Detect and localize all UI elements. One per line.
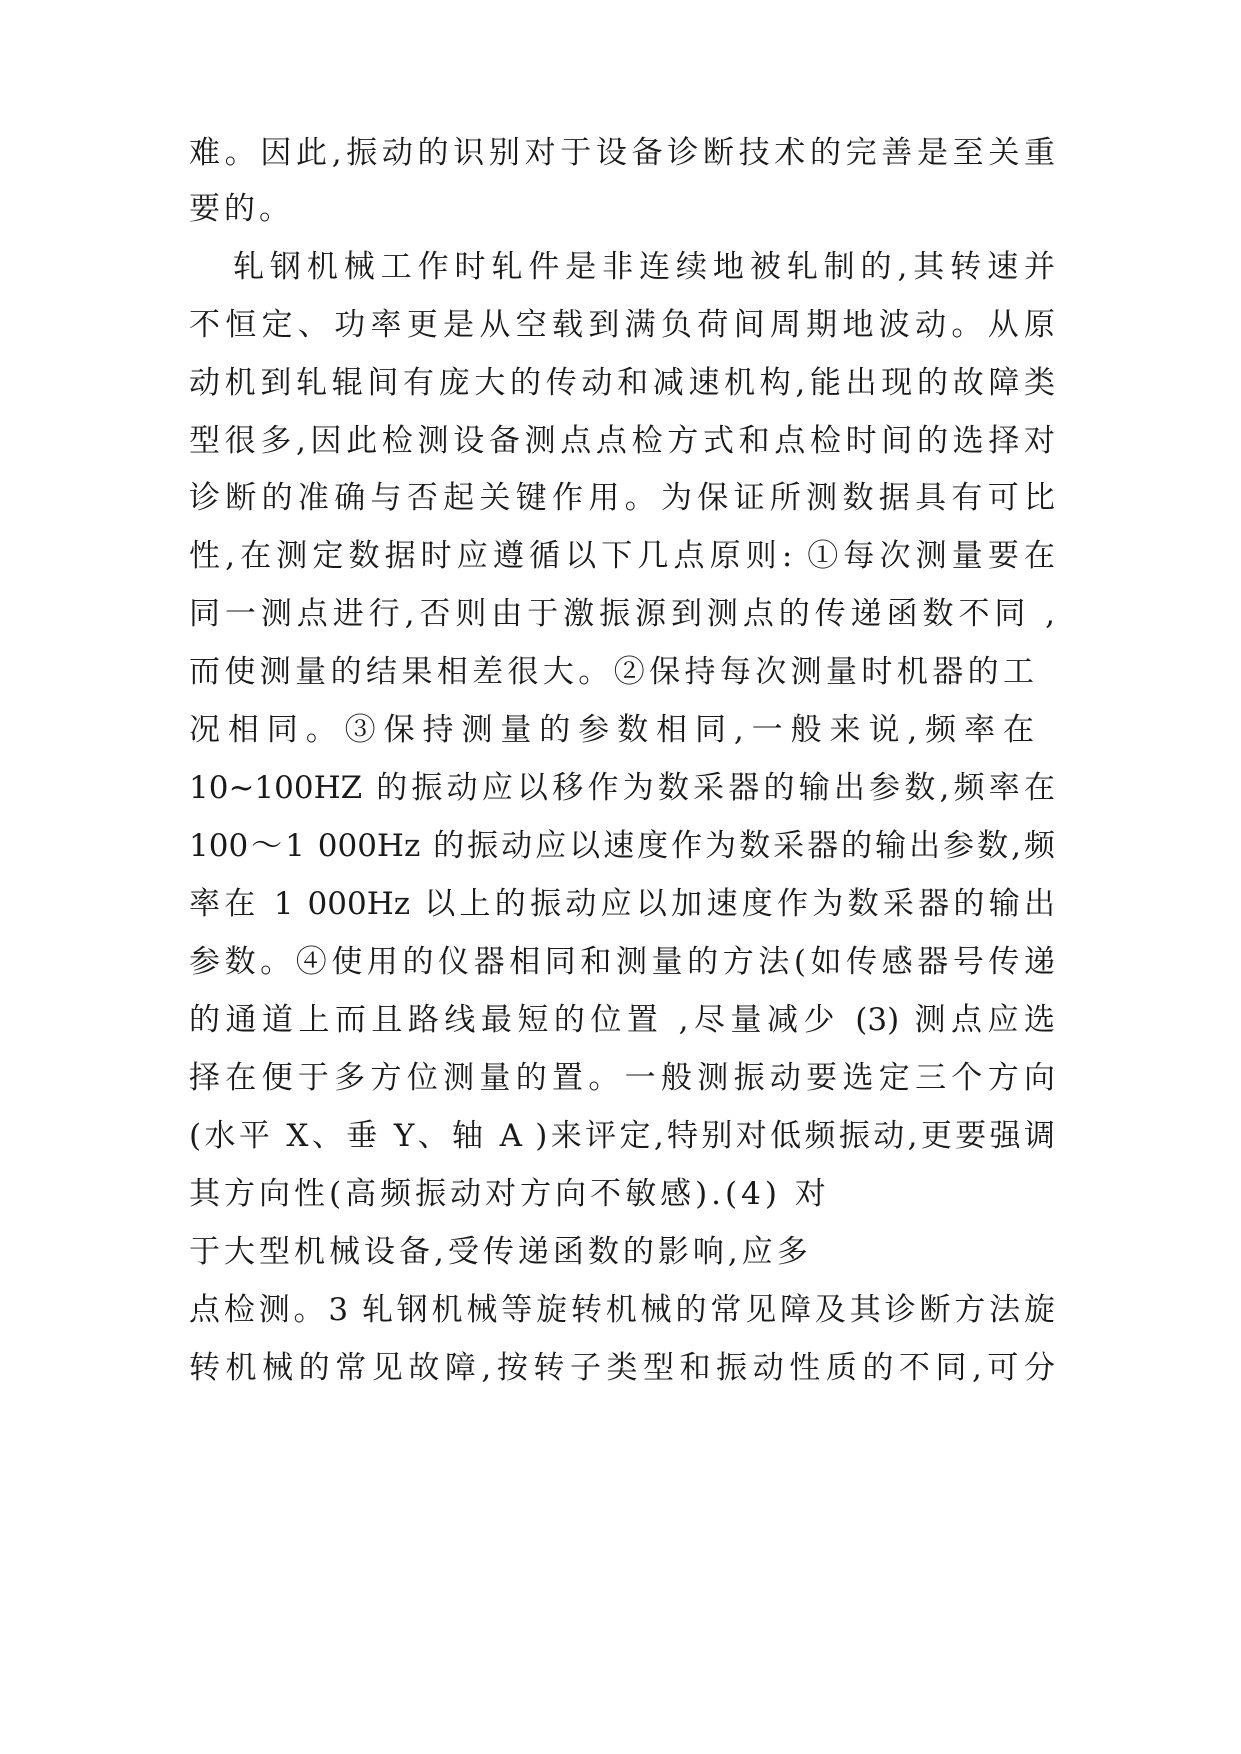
text-line: 的通道上而且路线最短的位置 ,尽量减少 (3) 测点应选 — [189, 1002, 1055, 1038]
text-line: 转机械的常见故障,按转子类型和振动性质的不同,可分 — [189, 1350, 1055, 1386]
text-line: 要的。 — [189, 191, 294, 227]
text-line: 于大型机械设备,受传递函数的影响,应多 — [189, 1234, 812, 1270]
text-line: 性,在测定数据时应遵循以下几点原则: ①每次测量要在 — [189, 538, 1055, 574]
text-line: 况相同。③保持测量的参数相同,一般来说,频率在 — [189, 712, 1034, 748]
text-line: 其方向性(高频振动对方向不敏感).(4) 对 — [189, 1176, 830, 1212]
text-line: (水平 X、垂 Y、轴 A )来评定,特别对低频振动,更要强调 — [189, 1118, 1055, 1154]
text-line: 难。因此,振动的识别对于设备诊断技术的完善是至关重 — [189, 135, 1055, 171]
paragraph-first-line: 轧钢机械工作时轧件是非连续地被轧制的,其转速并 — [233, 249, 1055, 285]
text-line: 10~100HZ 的振动应以移作为数采器的输出参数,频率在 — [189, 770, 1055, 806]
text-line: 率在 1 000Hz 以上的振动应以加速度作为数采器的输出 — [189, 886, 1055, 922]
text-line: 点检测。3 轧钢机械等旋转机械的常见障及其诊断方法旋 — [189, 1292, 1055, 1328]
text-line: 100～1 000Hz 的振动应以速度作为数采器的输出参数,频 — [189, 828, 1055, 864]
text-line: 择在便于多方位测量的置。一般测振动要选定三个方向 — [189, 1060, 1055, 1096]
text-line: 同一测点进行,否则由于激振源到测点的传递函数不同 , — [189, 596, 1055, 632]
text-line: 动机到轧辊间有庞大的传动和减速机构,能出现的故障类 — [189, 365, 1055, 401]
text-line: 诊断的准确与否起关键作用。为保证所测数据具有可比 — [189, 480, 1055, 516]
text-line: 型很多,因此检测设备测点点检方式和点检时间的选择对 — [189, 423, 1055, 459]
text-line: 不恒定、功率更是从空载到满负荷间周期地波动。从原 — [189, 307, 1055, 343]
text-line: 而使测量的结果相差很大。②保持每次测量时机器的工 — [189, 654, 1034, 690]
text-line: 参数。④使用的仪器相同和测量的方法(如传感器号传递 — [189, 944, 1055, 980]
